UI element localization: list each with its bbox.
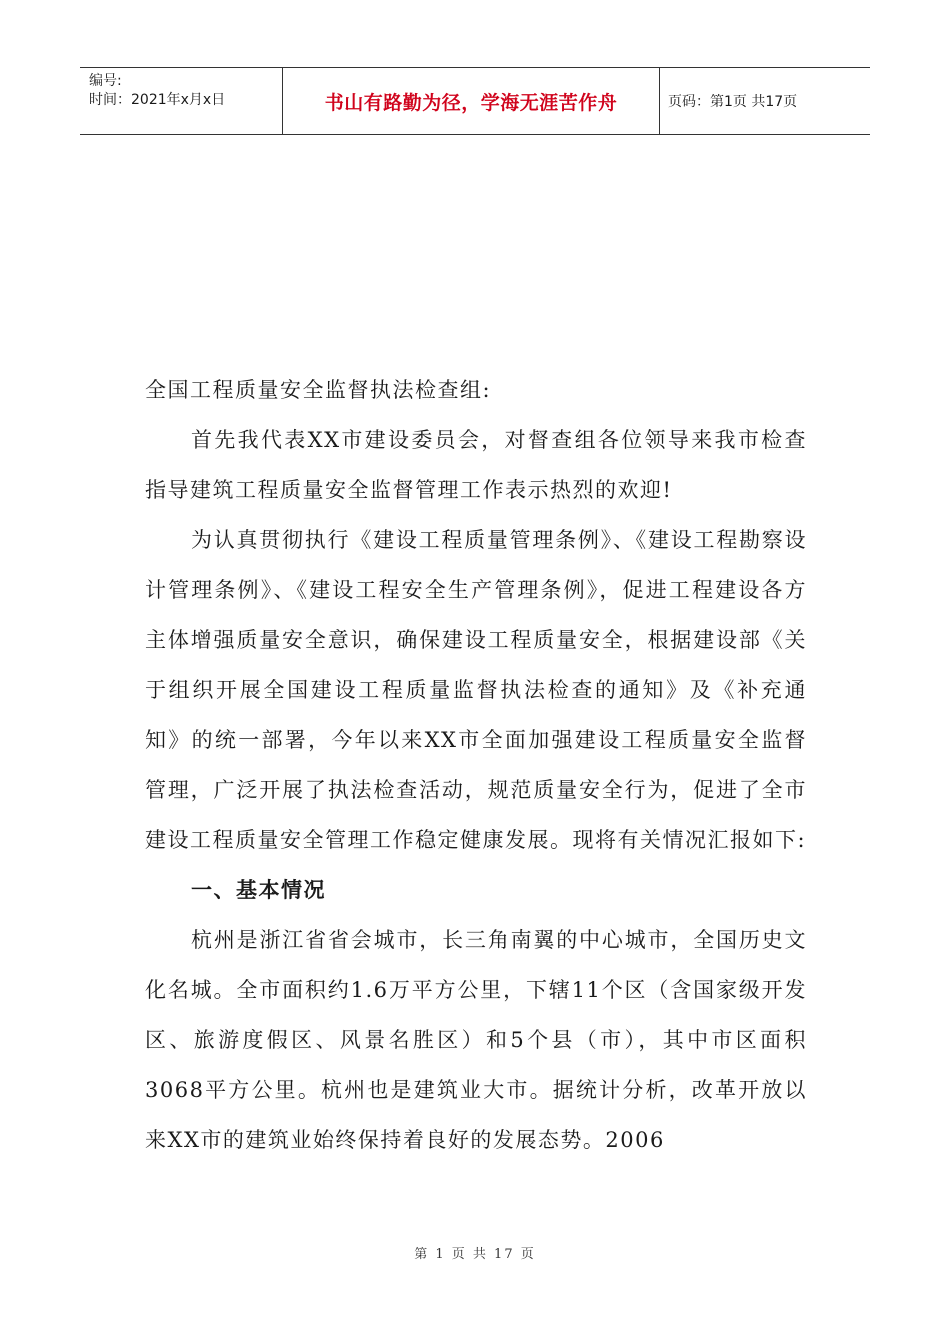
document-number-label: 编号: — [89, 73, 122, 89]
paragraph-basic-info: 杭州是浙江省省会城市，长三角南翼的中心城市，全国历史文化名城。全市面积约1.6万平方公里，下辖11个区（含国家级开发区、旅游度假区、风景名胜区）和5个县（市），其中市区面积3068平方公里。杭州也是建筑业大市。据统计分析，改革开放以来XX市的建筑业始终保持着良好的发展态势。2006 — [145, 928, 807, 1152]
page-header — [80, 67, 870, 135]
salutation: 全国工程质量安全监督执法检查组: — [145, 378, 492, 402]
page-footer: 第 1 页 共 17 页 — [414, 1247, 536, 1262]
header-motto: 书山有路勤为径，学海无涯苦作舟 — [283, 68, 660, 134]
document-body — [145, 365, 807, 1165]
paragraph-intro: 为认真贯彻执行《建设工程质量管理条例》、《建设工程勘察设计管理条例》、《建设工程安全生产管理条例》，促进工程建设各方主体增强质量安全意识，确保建设工程质量安全，根据建设部《关于组织开展全国建设工程质量监督执法检查的通知》及《补充通知》的统一部署，今年以来XX市全面加强建设工程质量安全监督管理，广泛开展了执法检查活动，规范质量安全行为，促进了全市建设工程质量安全管理工作稳定健康发展。现将有关情况汇报如下: — [145, 528, 807, 852]
document-date: 时间：2021年x月x日 — [89, 92, 226, 108]
header-meta — [80, 68, 283, 134]
section-heading: 一、基本情况 — [191, 878, 326, 902]
header-page-info: 页码：第1页 共17页 — [668, 94, 798, 110]
paragraph-welcome: 首先我代表XX市建设委员会，对督查组各位领导来我市检查指导建筑工程质量安全监督管理工作表示热烈的欢迎! — [145, 428, 807, 502]
